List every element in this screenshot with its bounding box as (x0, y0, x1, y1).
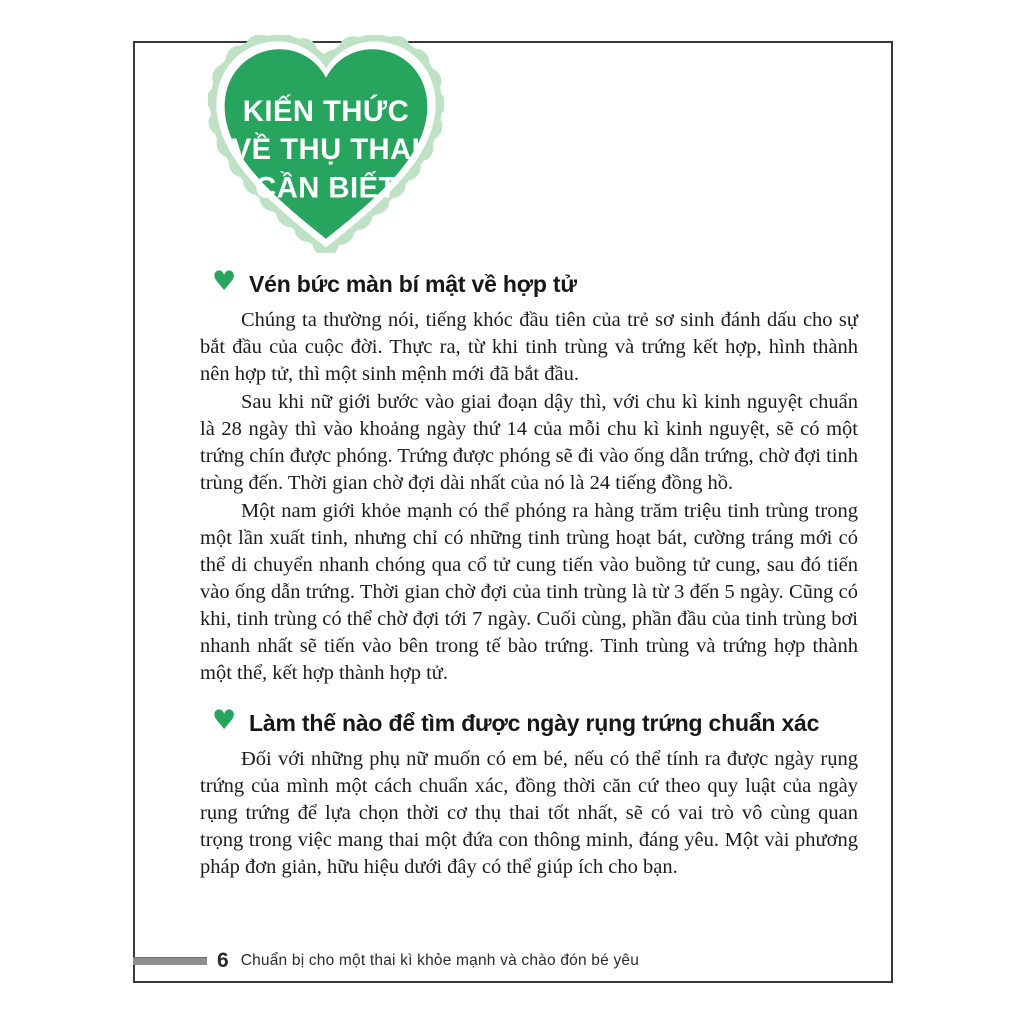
footer-rule (133, 957, 207, 965)
paragraph: Một nam giới khỏe mạnh có thể phóng ra hàng trăm triệu tinh trùng trong một lần xuất tinh, nhưng chỉ có những tinh trùng hoạt bát, cường tráng mới có thể di chuyển nhanh chóng qua cổ tử cung tiến vào buồng tử cung, sau đó tiến vào ống dẫn trứng. Thời gian chờ đợi của tinh trùng là từ 3 đến 5 ngày. Cũng có khi, tinh trùng có thể chờ đợi tới 7 ngày. Cuối cùng, phần đầu của tinh trùng bơi nhanh nhất sẽ tiến vào bên trong tế bào trứng. Tinh trùng và trứng hợp thành một thể, kết hợp thành hợp tử. (200, 500, 858, 684)
heart-bullet-icon: ♥ (212, 705, 237, 736)
page-footer (133, 949, 639, 973)
logo-title-line-3: CẦN BIẾT (255, 172, 397, 205)
section-heading-hop-tu (212, 266, 858, 298)
page-content (135, 43, 891, 881)
footer-running-title: Chuẩn bị cho một thai kì khỏe mạnh và chào đón bé yêu (240, 952, 640, 969)
logo-title-line-2: VỀ THỤ THAI (231, 134, 421, 167)
section-heading-text: Vén bức màn bí mật về hợp tử (249, 271, 577, 297)
paragraph: Chúng ta thường nói, tiếng khóc đầu tiên của trẻ sơ sinh đánh dấu cho sự bắt đầu của cuộc đời. Thực ra, từ khi tinh trùng và trứng kết hợp, hình thành nên hợp tử, thì một sinh mệnh mới đã bắt đầu. (200, 309, 858, 385)
section-heading-text: Làm thế nào để tìm được ngày rụng trứng chuẩn xác (249, 710, 820, 736)
paragraph: Sau khi nữ giới bước vào giai đoạn dậy thì, với chu kì kinh nguyệt chuẩn là 28 ngày thì vào khoảng ngày thứ 14 của mỗi chu kì kinh nguyệt, sẽ có một trứng chín được phóng. Trứng được phóng sẽ đi vào ống dẫn trứng, chờ đợi tinh trùng đến. Thời gian chờ đợi dài nhất của nó là 24 tiếng đồng hồ. (200, 391, 858, 494)
section-heading-ngay-rung-trung (212, 705, 858, 737)
logo-title-line-1: KIẾN THỨC (242, 95, 410, 128)
paragraph: Đối với những phụ nữ muốn có em bé, nếu có thể tính ra được ngày rụng trứng của mình một cách chuẩn xác, đồng thời căn cứ theo quy luật của ngày rụng trứng để lựa chọn thời cơ thụ thai tốt nhất, sẽ có vai trò vô cùng quan trọng trong việc mang thai một đứa con thông minh, đáng yêu. Một vài phương pháp đơn giản, hữu hiệu dưới đây có thể giúp ích cho bạn. (200, 748, 858, 878)
page-number: 6 (217, 949, 229, 972)
page-border-box (133, 41, 893, 983)
heart-bullet-icon: ♥ (212, 266, 237, 297)
